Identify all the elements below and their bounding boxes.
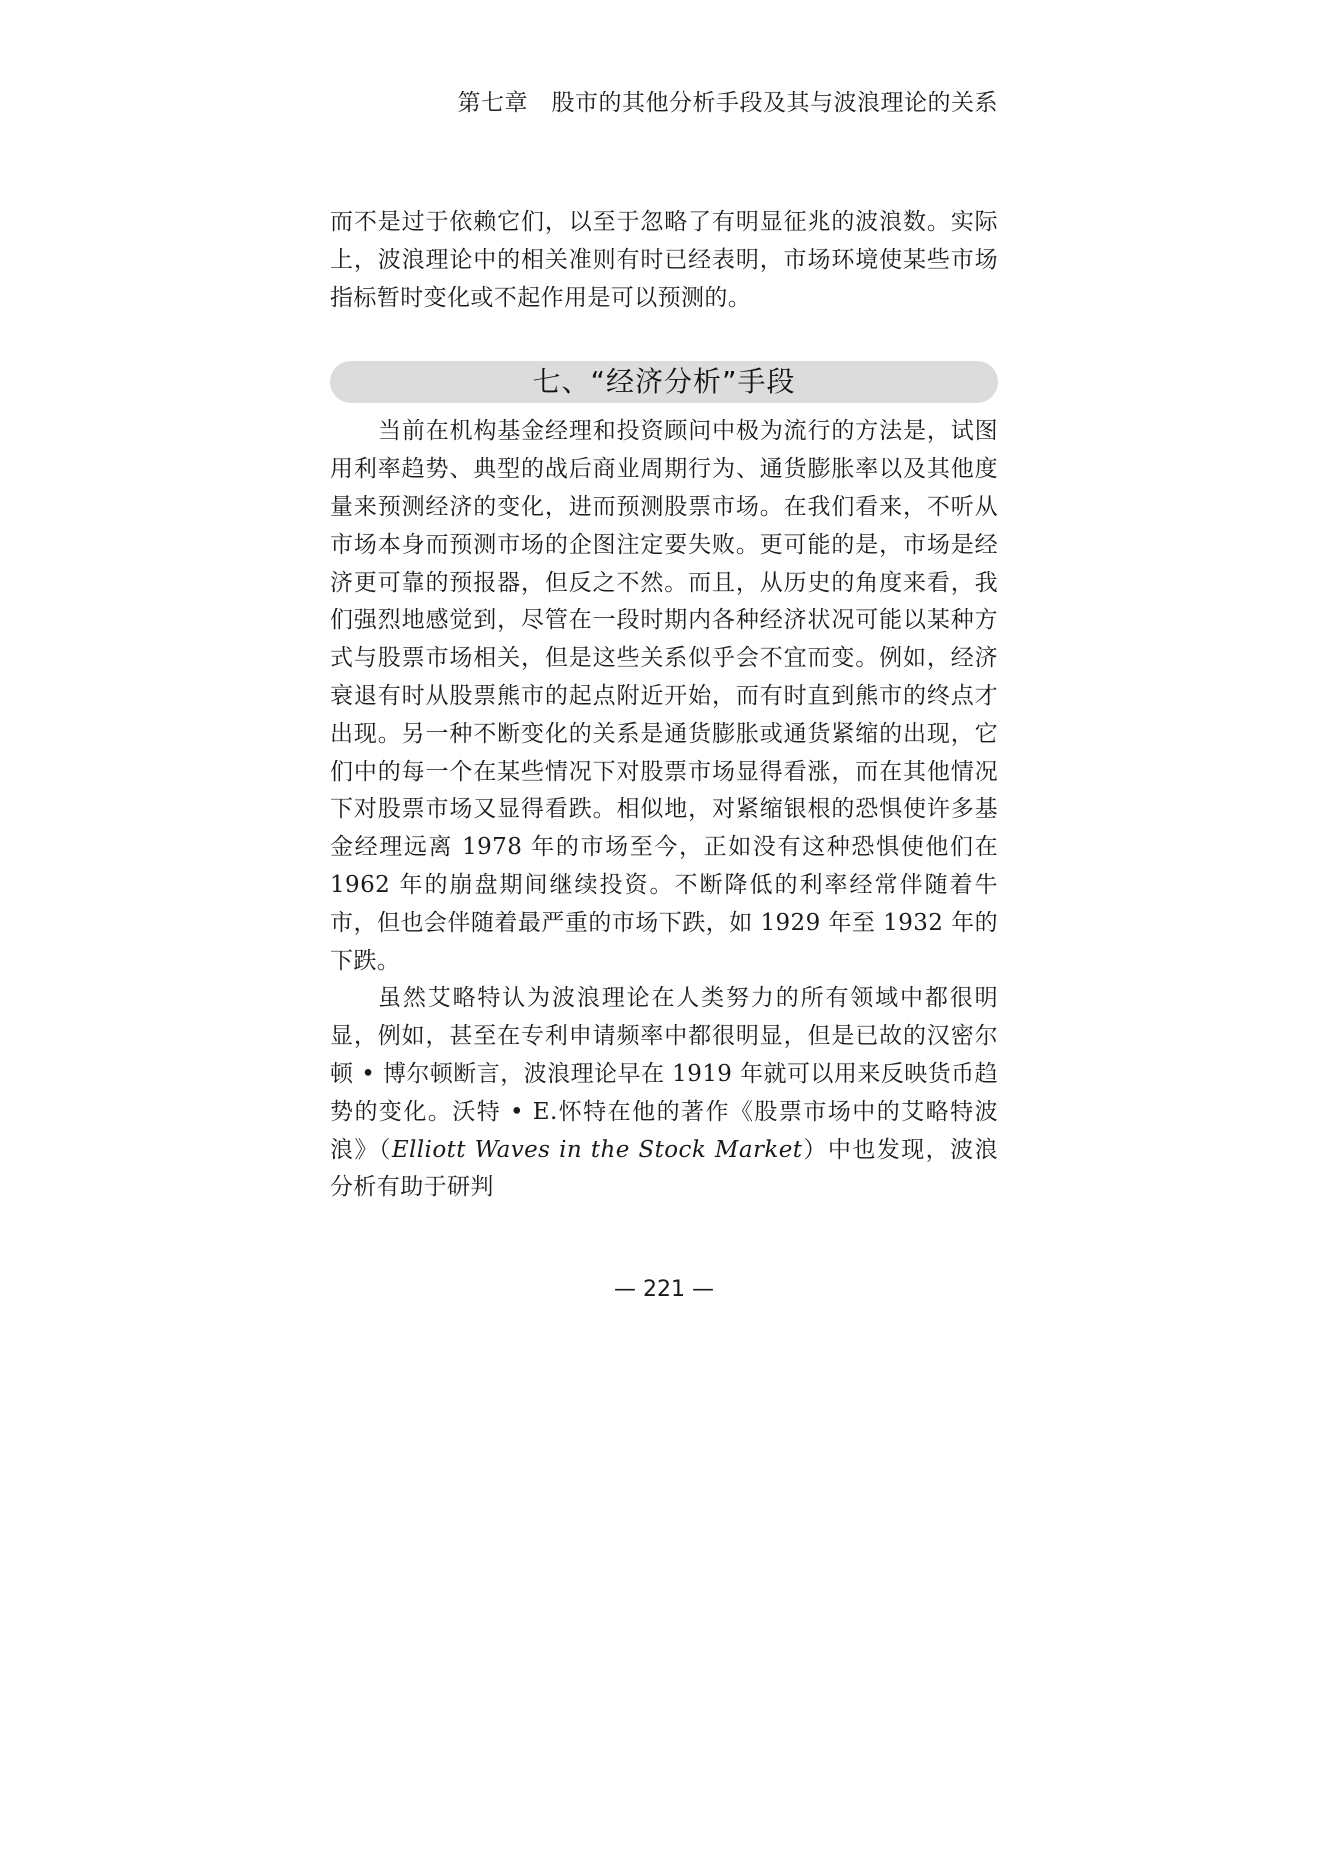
page-body [330, 204, 998, 1207]
paragraph-continuation: 而不是过于依赖它们，以至于忽略了有明显征兆的波浪数。实际上，波浪理论中的相关准则有时已经表明，市场环境使某些市场指标暂时变化或不起作用是可以预测的。 [330, 209, 998, 311]
paragraph-text-start: 虽然艾略特认为波浪理论在人类努力的所有领域中都很明显，例如，甚至在专利申请频率中都很明显，但是已故的汉密尔顿 • 博尔顿断言，波浪理论早在 1919 年就可以用来反映货币趋势的变化。沃特 • E.怀特在他的著作《股票市场中的艾略特波浪》（ [330, 985, 998, 1163]
paragraph-elliott-monetary [330, 980, 998, 1207]
running-header: 第七章 股市的其他分析手段及其与波浪理论的关系 [457, 90, 998, 116]
book-title-english: Elliott Waves in the Stock Market [391, 1136, 803, 1163]
page-number: — 221 — [614, 1277, 714, 1302]
paragraph-text-end: ）中也发现，波浪分析有助于研判 [330, 1136, 998, 1201]
section-heading: 七、“经济分析”手段 [330, 361, 998, 403]
paragraph-economic-analysis: 当前在机构基金经理和投资顾问中极为流行的方法是，试图用利率趋势、典型的战后商业周期行为、通货膨胀率以及其他度量来预测经济的变化，进而预测股票市场。在我们看来，不听从市场本身而预测市场的企图注定要失败。更可能的是，市场是经济更可靠的预报器，但反之不然。而且，从历史的角度来看，我们强烈地感觉到，尽管在一段时期内各种经济状况可能以某种方式与股票市场相关，但是这些关系似乎会不宜而变。例如，经济衰退有时从股票熊市的起点附近开始，而有时直到熊市的终点才出现。另一种不断变化的关系是通货膨胀或通货紧缩的出现，它们中的每一个在某些情况下对股票市场显得看涨，而在其他情况下对股票市场又显得看跌。相似地，对紧缩银根的恐惧使许多基金经理远离 1978 年的市场至今，正如没有这种恐惧使他们在 1962 年的崩盘期间继续投资。不断降低的利率经常伴随着牛市，但也会伴随着最严重的市场下跌，如 1929 年至 1932 年的下跌。 [330, 418, 998, 974]
